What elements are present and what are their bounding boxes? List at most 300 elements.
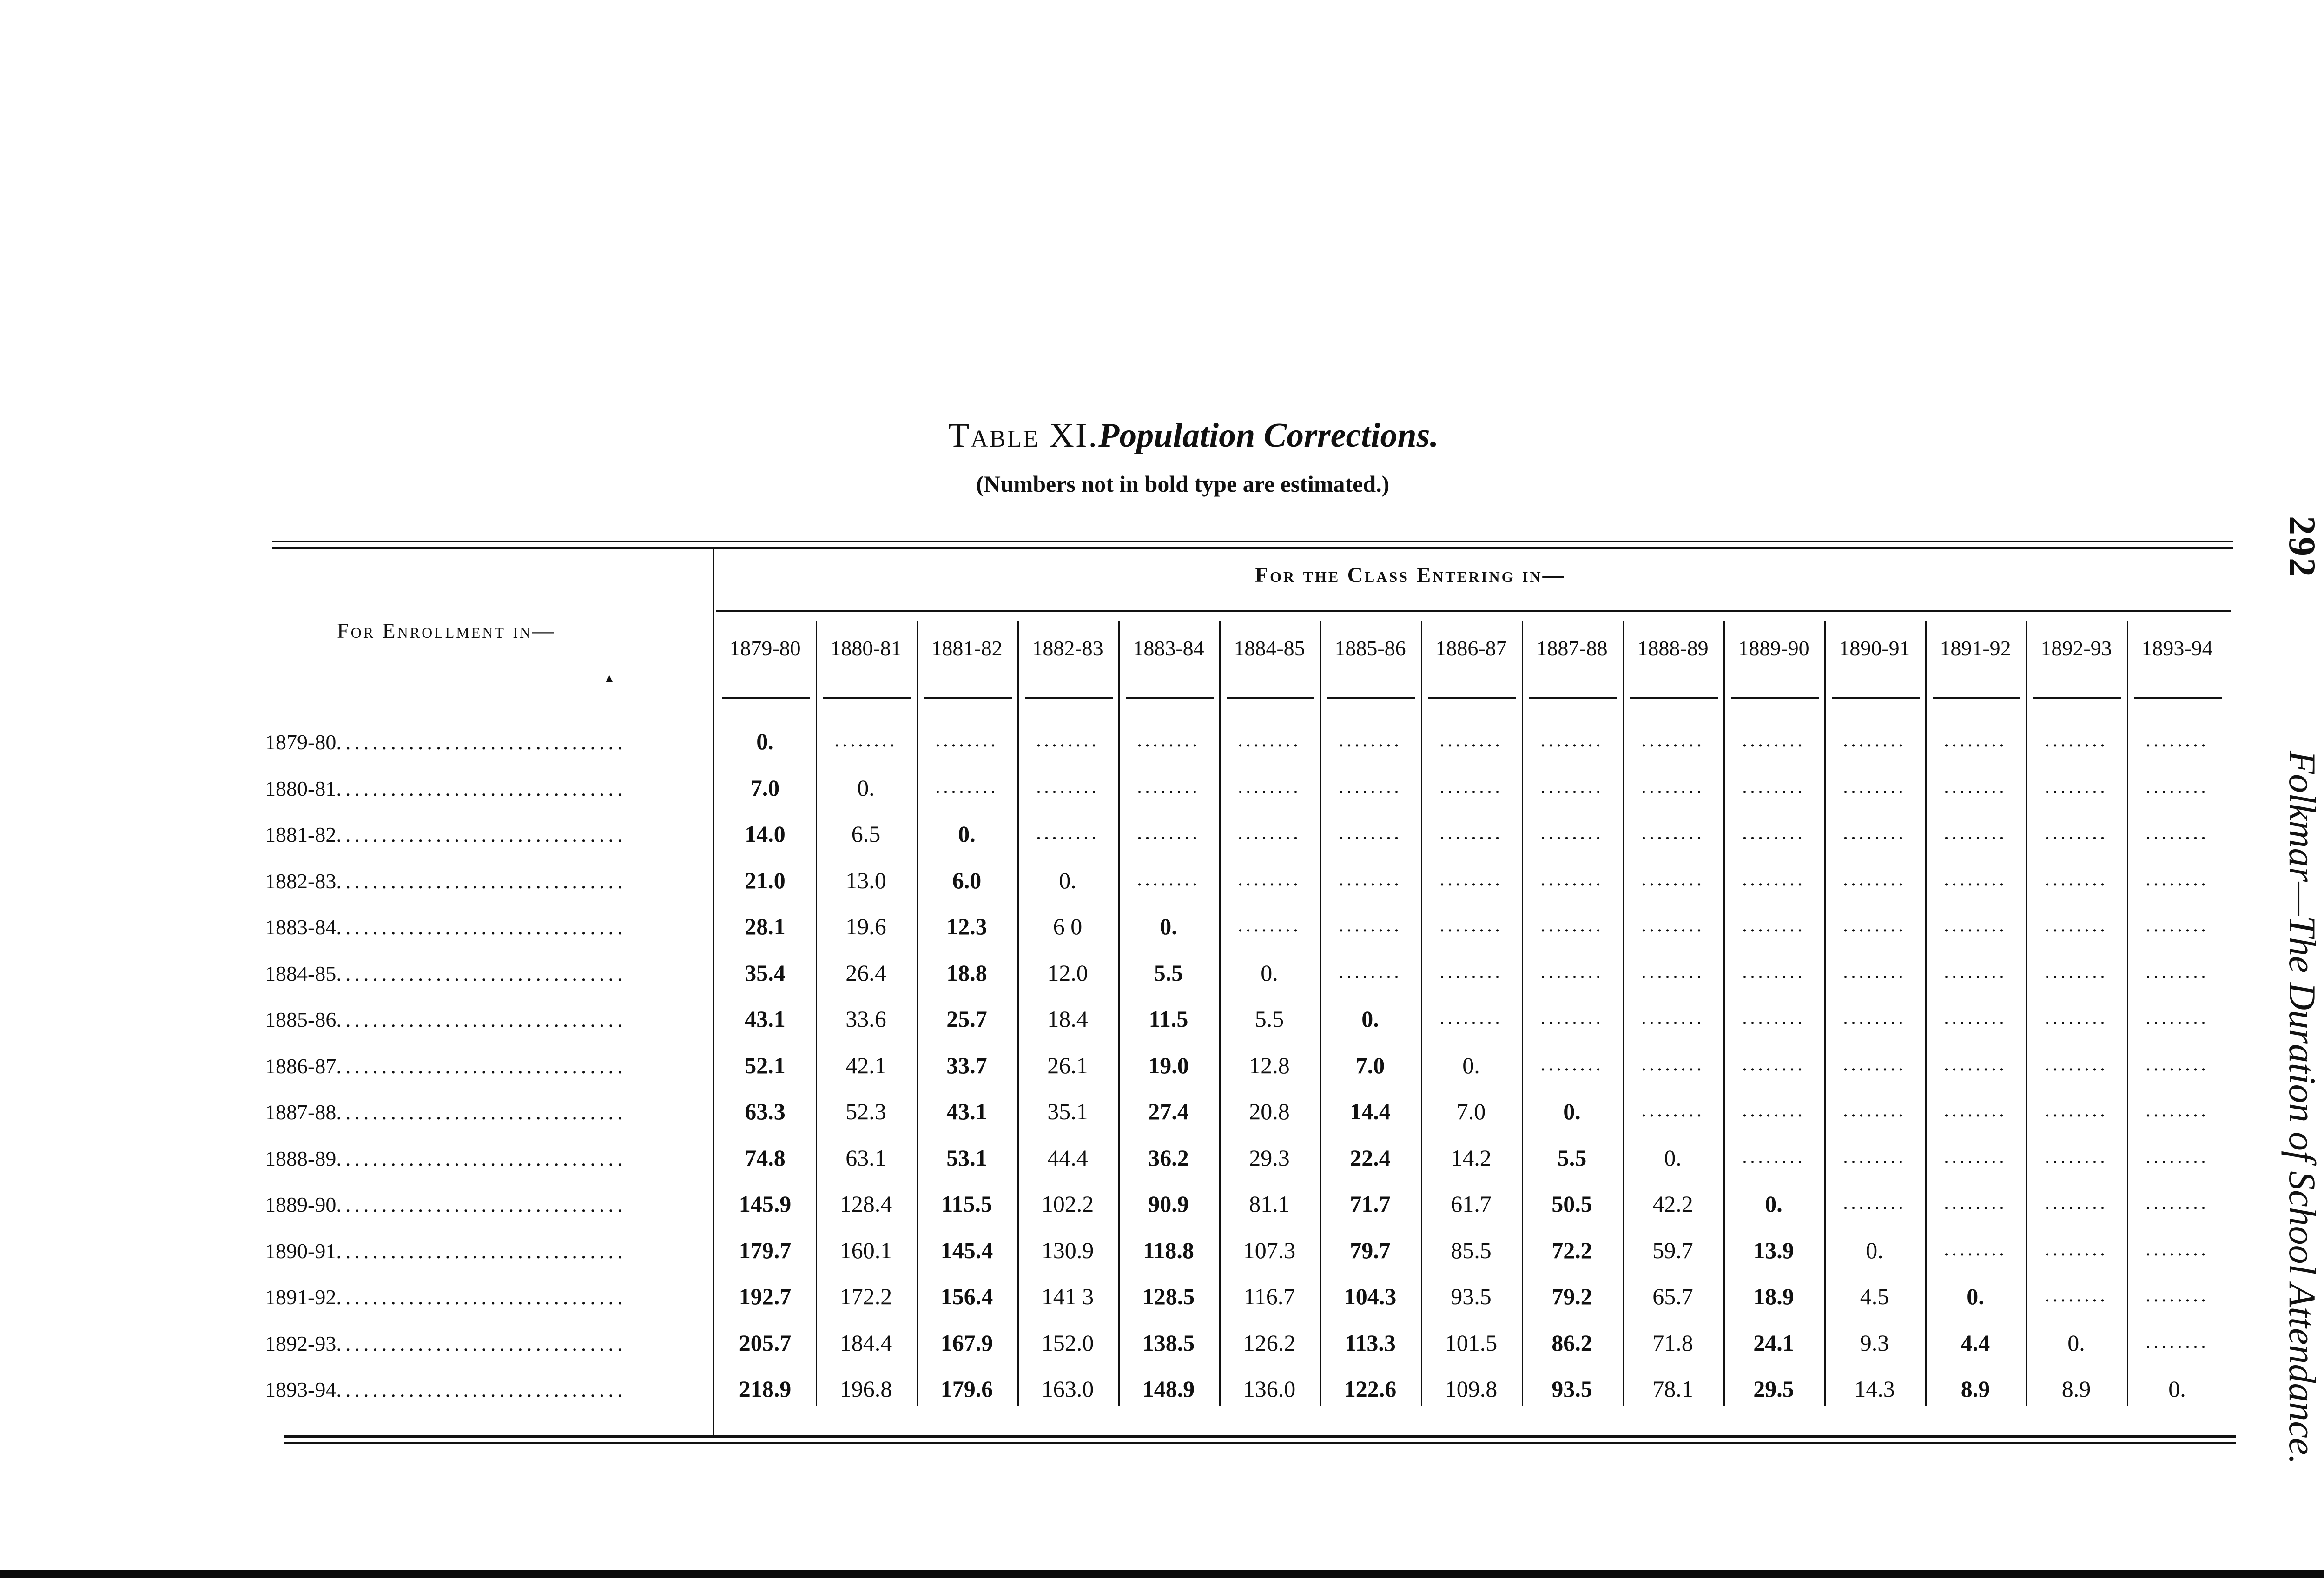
table-cell: 29.5 (1753, 1376, 1794, 1402)
table-cell: 179.6 (940, 1376, 993, 1402)
empty-cell-leader: ........ (1439, 728, 1503, 751)
table-cell: 145.9 (739, 1191, 792, 1217)
table-cell: 18.9 (1753, 1283, 1794, 1309)
column-header: 1887-88 (1536, 636, 1608, 660)
empty-cell-leader: ........ (1641, 867, 1704, 890)
table-cell: 21.0 (745, 867, 786, 893)
column-header: 1881-82 (931, 636, 1003, 660)
table-cell: 0. (857, 774, 875, 801)
row-leader-dots: ................................ (336, 730, 627, 754)
table-cell: 22.4 (1350, 1144, 1391, 1171)
empty-cell-leader: ........ (2146, 1237, 2209, 1260)
column-header-underline (1428, 697, 1516, 699)
table-cell: 136.0 (1243, 1376, 1296, 1402)
row-label (265, 1054, 702, 1078)
table-cell: 12.8 (1249, 1052, 1290, 1078)
table-cell: 26.4 (845, 959, 886, 986)
row-label (265, 1146, 702, 1171)
empty-cell-leader: ........ (1944, 1052, 2007, 1075)
table-title-text: Population Corrections. (1098, 416, 1439, 455)
empty-cell-leader: ........ (2146, 821, 2209, 844)
row-label-text: 1884-85 (265, 961, 337, 985)
table-cell: 8.9 (1961, 1376, 1990, 1402)
empty-cell-leader: ........ (1843, 1144, 1906, 1168)
empty-cell-leader: ........ (1742, 1052, 1805, 1075)
empty-cell-leader: ........ (1137, 867, 1200, 890)
empty-cell-leader: ........ (1339, 959, 1402, 983)
empty-cell-leader: ........ (1944, 774, 2007, 798)
empty-cell-leader: ........ (1238, 867, 1301, 890)
table-cell: 116.7 (1243, 1283, 1295, 1309)
table-cell: 184.4 (839, 1329, 892, 1356)
table-cell: 126.2 (1243, 1329, 1296, 1356)
group-header-rule (716, 610, 2231, 612)
table-cell: 90.9 (1148, 1191, 1189, 1217)
table-cell: 35.1 (1047, 1098, 1088, 1124)
table-cell: 12.0 (1047, 959, 1088, 986)
empty-cell-leader: ........ (1843, 1006, 1906, 1029)
table-cell: 6.0 (952, 867, 982, 893)
empty-cell-leader: ........ (1843, 774, 1906, 798)
table-cell: 7.0 (1355, 1052, 1385, 1078)
row-label (265, 1192, 702, 1217)
table-cell: 4.4 (1961, 1329, 1990, 1356)
row-leader-dots: ................................ (336, 1239, 627, 1263)
row-label (265, 961, 702, 986)
table-cell: 196.8 (839, 1376, 892, 1402)
table-cell: 28.1 (745, 913, 786, 939)
table-cell: 148.9 (1142, 1376, 1195, 1402)
bottom-rule (284, 1435, 2236, 1438)
column-header-underline (1832, 697, 1920, 699)
table-cell: 65.7 (1652, 1283, 1693, 1309)
row-label-text: 1887-88 (265, 1100, 337, 1124)
column-header: 1893-94 (2141, 636, 2213, 660)
row-leader-dots: ................................ (336, 1054, 627, 1078)
empty-cell-leader: ........ (1944, 1144, 2007, 1168)
empty-cell-leader: ........ (1238, 774, 1301, 798)
empty-cell-leader: ........ (1944, 1098, 2007, 1121)
row-label-text: 1885-86 (265, 1008, 337, 1031)
empty-cell-leader: ........ (1439, 774, 1503, 798)
table-cell: 81.1 (1249, 1191, 1290, 1217)
column-header: 1891-92 (1940, 636, 2011, 660)
table-cell: 0. (1261, 959, 1278, 986)
empty-cell-leader: ........ (1843, 1052, 1906, 1075)
column-header-underline (1529, 697, 1617, 699)
running-head (2280, 516, 2324, 1465)
table-cell: 52.3 (845, 1098, 886, 1124)
row-label-text: 1891-92 (265, 1285, 337, 1309)
column-header-underline (722, 697, 810, 699)
table-cell: 63.1 (845, 1144, 886, 1171)
table-cell: 59.7 (1652, 1237, 1693, 1263)
empty-cell-leader: ........ (1944, 728, 2007, 751)
empty-cell-leader: ........ (1540, 1006, 1604, 1029)
row-label (265, 1285, 702, 1309)
empty-cell-leader: ........ (1540, 867, 1604, 890)
empty-cell-leader: ........ (2146, 867, 2209, 890)
column-header: 1884-85 (1234, 636, 1305, 660)
table-title (948, 416, 1439, 456)
table-cell: 109.8 (1445, 1376, 1498, 1402)
table-cell: 0. (958, 821, 976, 847)
empty-cell-leader: ........ (1843, 867, 1906, 890)
table-cell: 4.5 (1860, 1283, 1889, 1309)
page-number: 292 (2281, 516, 2324, 579)
empty-cell-leader: ........ (1036, 728, 1099, 751)
bottom-rule-double (284, 1442, 2236, 1444)
table-cell: 192.7 (739, 1283, 792, 1309)
column-header: 1880-81 (830, 636, 902, 660)
table-cell: 172.2 (839, 1283, 892, 1309)
table-cell: 0. (1361, 1006, 1379, 1032)
table-cell: 74.8 (745, 1144, 786, 1171)
empty-cell-leader: ........ (2146, 1329, 2209, 1353)
empty-cell-leader: ........ (1641, 1006, 1704, 1029)
table-cell: 33.7 (946, 1052, 987, 1078)
row-leader-dots: ................................ (336, 1331, 627, 1355)
table-note: (Numbers not in bold type are estimated.) (976, 471, 1390, 497)
empty-cell-leader: ........ (1641, 1098, 1704, 1121)
empty-cell-leader: ........ (935, 728, 998, 751)
table-cell: 13.0 (845, 867, 886, 893)
row-leader-dots: ................................ (336, 961, 627, 985)
table-cell: 0. (1059, 867, 1076, 893)
empty-cell-leader: ........ (1944, 867, 2007, 890)
row-label (265, 869, 702, 893)
empty-cell-leader: ........ (1944, 959, 2007, 983)
table-cell: 102.2 (1041, 1191, 1094, 1217)
empty-cell-leader: ........ (1137, 728, 1200, 751)
empty-cell-leader: ........ (1742, 1006, 1805, 1029)
empty-cell-leader: ........ (2146, 774, 2209, 798)
row-label-text: 1881-82 (265, 823, 337, 846)
table-cell: 6 0 (1053, 913, 1083, 939)
empty-cell-leader: ........ (1641, 728, 1704, 751)
empty-cell-leader: ........ (1641, 774, 1704, 798)
table-cell: 107.3 (1243, 1237, 1296, 1263)
scan-edge-bottom (0, 1570, 2324, 1578)
row-label-text: 1888-89 (265, 1146, 337, 1170)
column-header-underline (1731, 697, 1819, 699)
table-cell: 152.0 (1041, 1329, 1094, 1356)
empty-cell-leader: ........ (1944, 1237, 2007, 1260)
table-cell: 24.1 (1753, 1329, 1794, 1356)
table-cell: 0. (756, 728, 774, 754)
table-cell: 52.1 (745, 1052, 786, 1078)
table-cell: 19.6 (845, 913, 886, 939)
table-cell: 63.3 (745, 1098, 786, 1124)
column-header-underline (1227, 697, 1314, 699)
table-cell: 79.2 (1552, 1283, 1592, 1309)
empty-cell-leader: ........ (1843, 913, 1906, 936)
table-cell: 8.9 (2061, 1376, 2091, 1402)
empty-cell-leader: ........ (1439, 1006, 1503, 1029)
row-label (265, 822, 702, 847)
table-cell: 14.4 (1350, 1098, 1391, 1124)
column-header-underline (2034, 697, 2121, 699)
empty-cell-leader: ........ (1339, 913, 1402, 936)
table-cell: 79.7 (1350, 1237, 1391, 1263)
empty-cell-leader: ........ (1540, 728, 1604, 751)
table-cell: 71.7 (1350, 1191, 1391, 1217)
empty-cell-leader: ........ (1540, 821, 1604, 844)
empty-cell-leader: ........ (2146, 1098, 2209, 1121)
table-cell: 29.3 (1249, 1144, 1290, 1171)
table-cell: 0. (1765, 1191, 1783, 1217)
row-label-text: 1893-94 (265, 1378, 337, 1401)
row-label (265, 915, 702, 939)
table-cell: 50.5 (1552, 1191, 1592, 1217)
empty-cell-leader: ........ (2045, 1144, 2108, 1168)
column-header-underline (1933, 697, 2020, 699)
row-leader-dots: ................................ (336, 1100, 627, 1124)
top-rule-double (272, 547, 2233, 549)
table-cell: 20.8 (1249, 1098, 1290, 1124)
empty-cell-leader: ........ (834, 728, 898, 751)
column-header-underline (2134, 697, 2222, 699)
table-cell: 14.3 (1854, 1376, 1895, 1402)
empty-cell-leader: ........ (1843, 1191, 1906, 1214)
table-cell: 145.4 (940, 1237, 993, 1263)
table-cell: 7.0 (750, 774, 780, 801)
column-header: 1886-87 (1435, 636, 1507, 660)
table-cell: 0. (1160, 913, 1177, 939)
empty-cell-leader: ........ (2045, 728, 2108, 751)
table-cell: 13.9 (1753, 1237, 1794, 1263)
table-cell: 128.5 (1142, 1283, 1195, 1309)
empty-cell-leader: ........ (1742, 821, 1805, 844)
table-cell: 14.0 (745, 821, 786, 847)
empty-cell-leader: ........ (1339, 728, 1402, 751)
empty-cell-leader: ........ (1742, 913, 1805, 936)
column-header: 1879-80 (729, 636, 801, 660)
table-cell: 44.4 (1047, 1144, 1088, 1171)
empty-cell-leader: ........ (1944, 913, 2007, 936)
table-cell: 12.3 (946, 913, 987, 939)
column-header: 1888-89 (1637, 636, 1709, 660)
row-label-text: 1880-81 (265, 776, 337, 800)
empty-cell-leader: ........ (1742, 728, 1805, 751)
empty-cell-leader: ........ (1540, 1052, 1604, 1075)
empty-cell-leader: ........ (1641, 913, 1704, 936)
table-cell: 0. (2067, 1329, 2085, 1356)
column-header: 1890-91 (1839, 636, 1910, 660)
row-label-text: 1883-84 (265, 915, 337, 939)
table-cell: 141 3 (1041, 1283, 1094, 1309)
column-header-underline (1630, 697, 1718, 699)
table-cell: 0. (1563, 1098, 1581, 1124)
column-header: 1885-86 (1334, 636, 1406, 660)
empty-cell-leader: ........ (1439, 913, 1503, 936)
row-leader-dots: ................................ (336, 1193, 627, 1216)
table-cell: 86.2 (1552, 1329, 1592, 1356)
empty-cell-leader: ........ (2146, 1006, 2209, 1029)
empty-cell-leader: ........ (1036, 821, 1099, 844)
empty-cell-leader: ........ (1742, 959, 1805, 983)
empty-cell-leader: ........ (2146, 1144, 2209, 1168)
row-leader-dots: ................................ (336, 1008, 627, 1031)
row-leader-dots: ................................ (336, 1146, 627, 1170)
empty-cell-leader: ........ (2045, 1237, 2108, 1260)
empty-cell-leader: ........ (1238, 728, 1301, 751)
table-cell: 5.5 (1557, 1144, 1587, 1171)
table-cell: 71.8 (1652, 1329, 1693, 1356)
empty-cell-leader: ........ (1238, 821, 1301, 844)
table-cell: 36.2 (1148, 1144, 1189, 1171)
row-label-text: 1886-87 (265, 1054, 337, 1078)
row-label (265, 1100, 702, 1124)
empty-cell-leader: ........ (2045, 867, 2108, 890)
table-cell: 138.5 (1142, 1329, 1195, 1356)
running-title: Folkmar—The Duration of School Attendance. (2281, 751, 2324, 1465)
table-cell: 19.0 (1148, 1052, 1189, 1078)
table-cell: 18.8 (946, 959, 987, 986)
empty-cell-leader: ........ (2045, 1006, 2108, 1029)
group-header: For the Class Entering in— (1255, 563, 1566, 587)
table-cell: 11.5 (1149, 1006, 1188, 1032)
row-label (265, 1007, 702, 1032)
table-cell: 93.5 (1552, 1376, 1592, 1402)
column-header-underline (924, 697, 1012, 699)
table-cell: 42.1 (845, 1052, 886, 1078)
table-cell: 179.7 (739, 1237, 792, 1263)
column-header-underline (1327, 697, 1415, 699)
row-leader-dots: ................................ (336, 915, 627, 939)
table-cell: 160.1 (839, 1237, 892, 1263)
empty-cell-leader: ........ (1742, 1098, 1805, 1121)
empty-cell-leader: ........ (1641, 1052, 1704, 1075)
table-cell: 33.6 (845, 1006, 886, 1032)
table-cell: 130.9 (1041, 1237, 1094, 1263)
column-header: 1889-90 (1738, 636, 1809, 660)
row-label-text: 1890-91 (265, 1239, 337, 1263)
table-cell: 5.5 (1254, 1006, 1284, 1032)
table-cell: 0. (2168, 1376, 2186, 1402)
table-cell: 53.1 (946, 1144, 987, 1171)
table-cell: 156.4 (940, 1283, 993, 1309)
table-cell: 9.3 (1860, 1329, 1889, 1356)
row-label-text: 1889-90 (265, 1193, 337, 1216)
empty-cell-leader: ........ (1742, 1144, 1805, 1168)
empty-cell-leader: ........ (2045, 821, 2108, 844)
table-cell: 26.1 (1047, 1052, 1088, 1078)
empty-cell-leader: ........ (2045, 959, 2108, 983)
table-cell: 25.7 (946, 1006, 987, 1032)
empty-cell-leader: ........ (1641, 821, 1704, 844)
table-cell: 14.2 (1451, 1144, 1492, 1171)
table-cell: 0. (1866, 1237, 1883, 1263)
table-cell: 35.4 (745, 959, 786, 986)
table-cell: 113.3 (1345, 1329, 1396, 1356)
empty-cell-leader: ........ (2146, 959, 2209, 983)
table-cell: 218.9 (739, 1376, 792, 1402)
empty-cell-leader: ........ (1137, 774, 1200, 798)
empty-cell-leader: ........ (1742, 774, 1805, 798)
row-label (265, 1377, 702, 1402)
table-cell: 205.7 (739, 1329, 792, 1356)
empty-cell-leader: ........ (1843, 821, 1906, 844)
column-header-underline (823, 697, 911, 699)
table-cell: 43.1 (745, 1006, 786, 1032)
empty-cell-leader: ........ (2146, 913, 2209, 936)
table-cell: 163.0 (1041, 1376, 1094, 1402)
empty-cell-leader: ........ (1944, 1006, 2007, 1029)
empty-cell-leader: ........ (1540, 913, 1604, 936)
table-cell: 0. (1967, 1283, 1984, 1309)
table-cell: 61.7 (1451, 1191, 1492, 1217)
table-cell: 0. (1462, 1052, 1480, 1078)
column-header-underline (1025, 697, 1113, 699)
empty-cell-leader: ........ (2146, 728, 2209, 751)
row-leader-dots: ................................ (336, 1378, 627, 1401)
empty-cell-leader: ........ (1742, 867, 1805, 890)
top-rule (272, 541, 2233, 542)
table-cell: 6.5 (851, 821, 881, 847)
empty-cell-leader: ........ (1944, 1191, 2007, 1214)
empty-cell-leader: ........ (2146, 1191, 2209, 1214)
row-leader-dots: ................................ (336, 869, 627, 893)
column-header: 1882-83 (1032, 636, 1103, 660)
row-label (265, 1239, 702, 1263)
empty-cell-leader: ........ (2045, 913, 2108, 936)
row-label (265, 1331, 702, 1356)
table-cell: 27.4 (1148, 1098, 1189, 1124)
empty-cell-leader: ........ (935, 774, 998, 798)
empty-cell-leader: ........ (2146, 1283, 2209, 1306)
empty-cell-leader: ........ (1439, 867, 1503, 890)
table-cell: 128.4 (839, 1191, 892, 1217)
empty-cell-leader: ........ (1339, 774, 1402, 798)
table-cell: 18.4 (1047, 1006, 1088, 1032)
empty-cell-leader: ........ (2045, 1052, 2108, 1075)
table-cell: 122.6 (1344, 1376, 1397, 1402)
column-header: 1883-84 (1133, 636, 1204, 660)
empty-cell-leader: ........ (1137, 821, 1200, 844)
table-cell: 167.9 (940, 1329, 993, 1356)
empty-cell-leader: ........ (1843, 1098, 1906, 1121)
table-cell: 5.5 (1154, 959, 1183, 986)
row-label-text: 1892-93 (265, 1331, 337, 1355)
table-cell: 101.5 (1445, 1329, 1498, 1356)
row-label-text: 1879-80 (265, 730, 337, 754)
row-leader-dots: ................................ (336, 1285, 627, 1309)
caret-mark: ▲ (603, 672, 615, 685)
table-cell: 78.1 (1652, 1376, 1693, 1402)
empty-cell-leader: ........ (1339, 821, 1402, 844)
empty-cell-leader: ........ (1540, 774, 1604, 798)
table-cell: 72.2 (1552, 1237, 1592, 1263)
empty-cell-leader: ........ (2045, 1283, 2108, 1306)
table-cell: 42.2 (1652, 1191, 1693, 1217)
column-header-underline (1126, 697, 1214, 699)
empty-cell-leader: ........ (2146, 1052, 2209, 1075)
table-cell: 0. (1664, 1144, 1682, 1171)
empty-cell-leader: ........ (1641, 959, 1704, 983)
empty-cell-leader: ........ (2045, 774, 2108, 798)
table-cell: 93.5 (1451, 1283, 1492, 1309)
empty-cell-leader: ........ (1439, 959, 1503, 983)
table-cell: 104.3 (1344, 1283, 1397, 1309)
empty-cell-leader: ........ (2045, 1098, 2108, 1121)
empty-cell-leader: ........ (1540, 959, 1604, 983)
row-label-text: 1882-83 (265, 869, 337, 893)
empty-cell-leader: ........ (1439, 821, 1503, 844)
stub-divider (713, 548, 714, 1436)
empty-cell-leader: ........ (1843, 728, 1906, 751)
table-cell: 43.1 (946, 1098, 987, 1124)
